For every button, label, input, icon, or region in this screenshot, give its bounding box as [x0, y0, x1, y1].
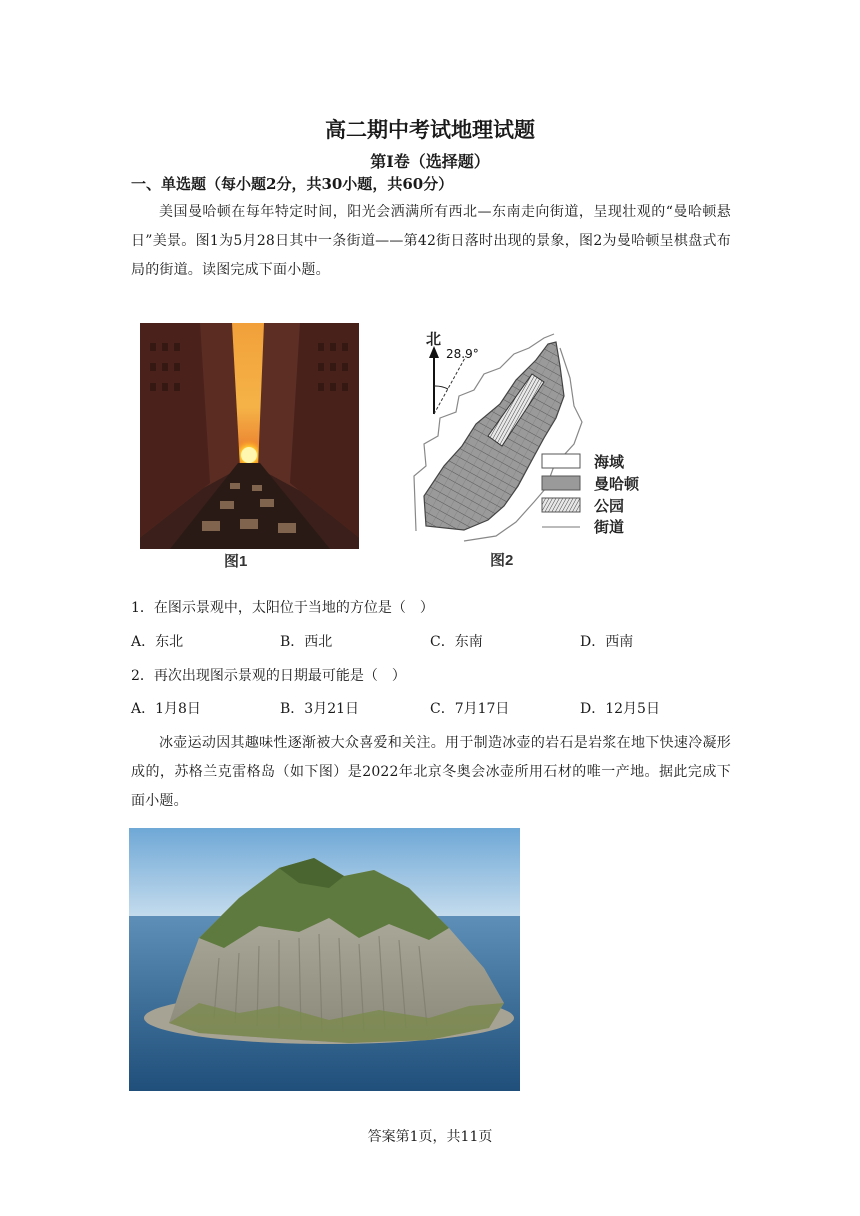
question-2-stem: 2．再次出现图示景观的日期最可能是（ ） [131, 668, 406, 684]
q1-option-c[interactable]: C．东南 [430, 634, 483, 650]
page-footer: 答案第1页，共11页 [367, 1129, 493, 1145]
q2-option-b[interactable]: B．3月21日 [280, 701, 360, 717]
figure1-photo [140, 323, 359, 549]
angle-label: 28.9° [446, 347, 479, 361]
exam-subtitle: 第Ⅰ卷（选择题） [370, 152, 490, 171]
passage-manhattan: 美国曼哈顿在每年特定时间，阳光会洒满所有西北—东南走向街道，呈现壮观的“曼哈顿悬日”美景。图1为5月28日其中一条街道——第42街日落时出现的景象，图2为曼哈顿呈棋盘式布局的街道。读图完成下面小题。 [131, 204, 731, 278]
q1-option-a[interactable]: A．东北 [131, 634, 184, 650]
legend-park-swatch [542, 498, 580, 512]
q1-option-d[interactable]: D．西南 [580, 634, 634, 650]
legend-manhattan-label: 曼哈顿 [594, 475, 640, 493]
q2-option-d[interactable]: D．12月5日 [580, 701, 660, 717]
figure2-caption: 图2 [490, 552, 514, 569]
figure2-map [404, 326, 664, 556]
legend-park-label: 公园 [594, 497, 625, 515]
section-heading: 一、单选题（每小题2分，共30小题，共60分） [131, 175, 454, 193]
exam-title: 高二期中考试地理试题 [325, 118, 535, 142]
passage-curling: 冰壶运动因其趣味性逐渐被大众喜爱和关注。用于制造冰壶的岩石是岩浆在地下快速冷凝形成的，苏格兰克雷格岛（如下图）是2022年北京冬奥会冰壶所用石材的唯一产地。据此完成下面小题。 [131, 735, 731, 809]
figure1-caption: 图1 [224, 553, 248, 570]
question-1-stem: 1．在图示景观中，太阳位于当地的方位是（ ） [131, 600, 434, 616]
north-label: 北 [426, 330, 442, 348]
q2-option-a[interactable]: A．1月8日 [131, 701, 201, 717]
legend-sea-label: 海域 [594, 453, 625, 471]
manhattanhenge-photo [140, 323, 359, 549]
legend-street-label: 街道 [594, 518, 625, 536]
legend-sea-swatch [542, 454, 580, 468]
q2-option-c[interactable]: C．7月17日 [430, 701, 510, 717]
ailsa-craig-photo [129, 828, 520, 1091]
legend-manhattan-swatch [542, 476, 580, 490]
island-photo [129, 828, 520, 1091]
q1-option-b[interactable]: B．西北 [280, 634, 333, 650]
manhattan-grid-map [404, 326, 664, 556]
